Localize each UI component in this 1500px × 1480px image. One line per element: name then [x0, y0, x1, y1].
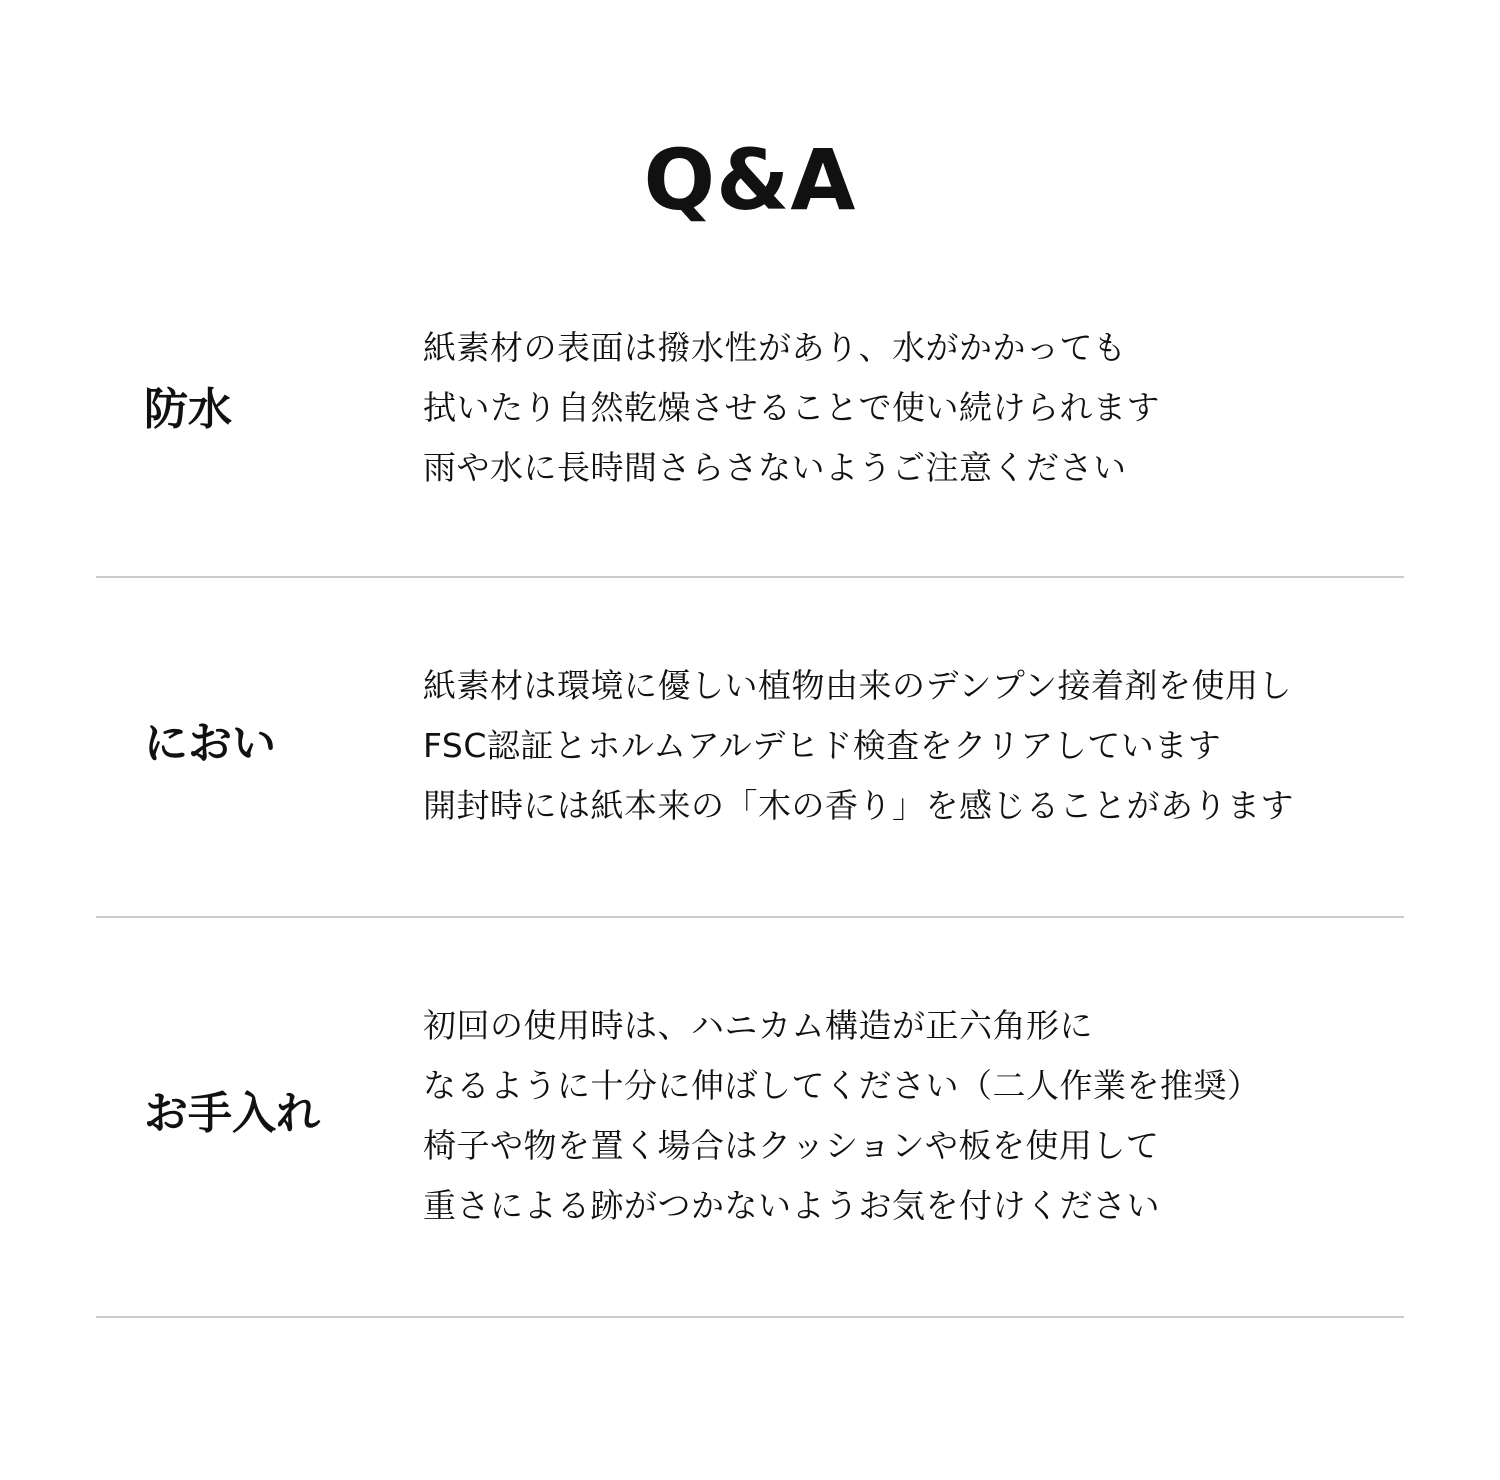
answer-line: 拭いたり自然乾燥させることで使い続けられます [423, 388, 1160, 427]
page-title: Q&A [643, 131, 857, 229]
answer-line: 紙素材は環境に優しい植物由来のデンプン接着剤を使用し [423, 666, 1293, 705]
answer-line: 紙素材の表面は撥水性があり、水がかかっても [423, 328, 1127, 367]
qa-answer [423, 318, 1383, 498]
qa-item-odor [96, 578, 1404, 918]
answer-line: 開封時には紙本来の「木の香り」を感じることがあります [423, 786, 1294, 825]
qa-answer [423, 996, 1383, 1236]
qa-item-waterproof [96, 318, 1404, 578]
qa-label: におい [144, 718, 276, 769]
qa-label: 防水 [144, 384, 232, 435]
answer-line: なるように十分に伸ばしてください（二人作業を推奨） [423, 1066, 1261, 1105]
answer-line: 重さによる跡がつかないようお気を付けください [423, 1186, 1160, 1225]
answer-line: 初回の使用時は、ハニカム構造が正六角形に [423, 1006, 1093, 1045]
answer-line: 雨や水に長時間さらさないようご注意ください [423, 448, 1127, 487]
qa-label: お手入れ [144, 1088, 320, 1139]
answer-line: FSC認証とホルムアルデヒド検査をクリアしています [423, 726, 1222, 765]
qa-item-care [96, 918, 1404, 1318]
answer-line: 椅子や物を置く場合はクッションや板を使用して [423, 1126, 1160, 1165]
qa-answer [423, 656, 1383, 836]
